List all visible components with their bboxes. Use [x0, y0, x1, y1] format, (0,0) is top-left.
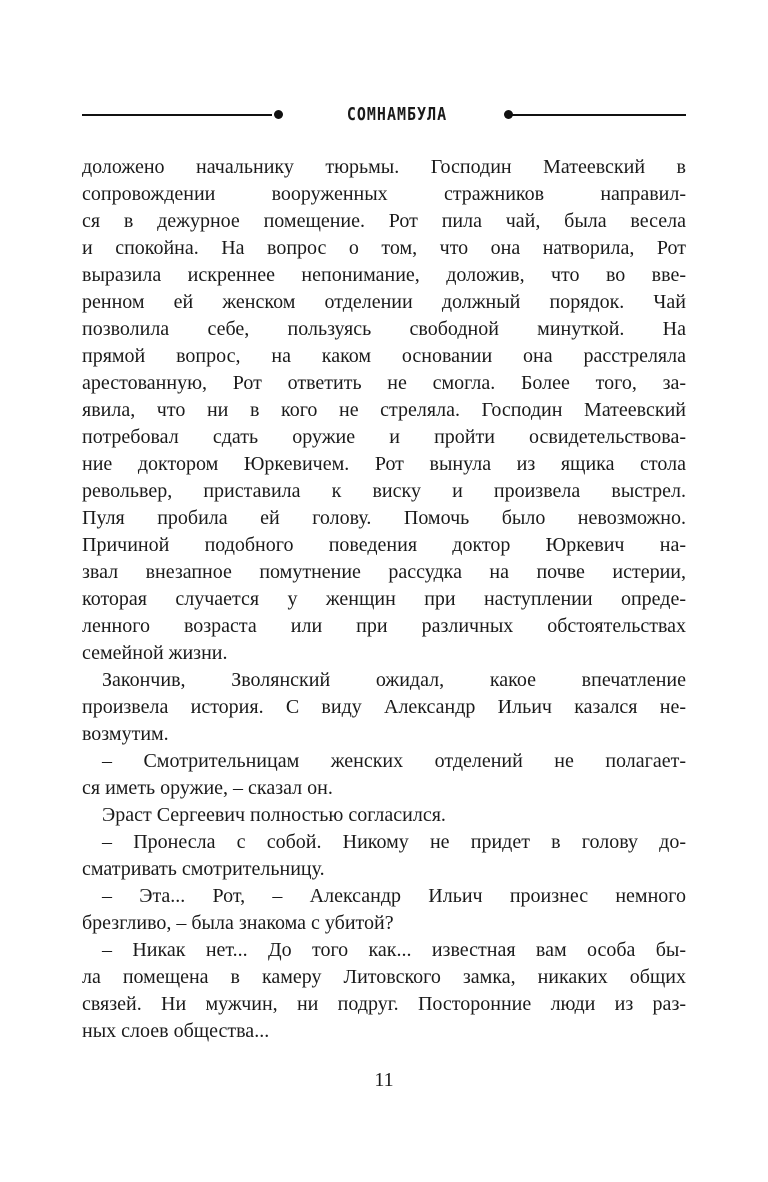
text-line: арестованную, Рот ответить не смогла. Более того, за-: [82, 372, 686, 394]
text-line: ных слоев общества...: [82, 1020, 270, 1042]
text-line: Эраст Сергеевич полностью согласился.: [102, 804, 446, 826]
text-line: револьвер, приставила к виску и произвела выстрел.: [82, 480, 686, 502]
paragraph: [82, 937, 686, 1045]
text-line: ленного возраста или при различных обстоятельствах: [82, 615, 686, 637]
text-line: – Смотрительницам женских отделений не полагает-: [102, 750, 686, 772]
text-line: – Эта... Рот, – Александр Ильич произнес немного: [102, 885, 686, 907]
text-line: брезгливо, – была знакома с убитой?: [82, 912, 394, 934]
text-line: выразила искреннее непонимание, доложив, что во вве-: [82, 264, 686, 286]
text-line: Пуля пробила ей голову. Помочь было невозможно.: [82, 507, 686, 529]
text-line: – Никак нет... До того как... известная вам особа бы-: [102, 939, 686, 961]
text-line: ся в дежурное помещение. Рот пила чай, была весела: [82, 210, 686, 232]
text-line: сматривать смотрительницу.: [82, 858, 325, 880]
text-line: позволила себе, пользуясь свободной минуткой. На: [82, 318, 686, 340]
header-rule-right: [512, 114, 686, 116]
text-line: Причиной подобного поведения доктор Юркевич на-: [82, 534, 686, 556]
text-line: ренном ей женском отделении должный порядок. Чай: [82, 291, 686, 313]
running-header-title: СОМНАМБУЛА: [346, 103, 448, 125]
paragraph: [82, 802, 686, 829]
paragraph: [82, 154, 686, 667]
text-line: – Пронесла с собой. Никому не придет в голову до-: [102, 831, 686, 853]
text-line: звал внезапное помутнение рассудка на почве истерии,: [82, 561, 686, 583]
text-line: сопровождении вооруженных стражников направил-: [82, 183, 686, 205]
header-rule-left: [82, 114, 272, 116]
text-line: потребовал сдать оружие и пройти освидетельствова-: [82, 426, 686, 448]
paragraph: [82, 829, 686, 883]
text-line: которая случается у женщин при наступлении опреде-: [82, 588, 686, 610]
text-line: прямой вопрос, на каком основании она расстреляла: [82, 345, 686, 367]
text-line: связей. Ни мужчин, ни подруг. Посторонние люди из раз-: [82, 993, 686, 1015]
header-dot-left: [274, 110, 283, 119]
text-line: семейной жизни.: [82, 642, 228, 664]
text-line: ла помещена в камеру Литовского замка, никаких общих: [82, 966, 686, 988]
running-header: [82, 104, 686, 124]
text-line: ние доктором Юркевичем. Рот вынула из ящика стола: [82, 453, 686, 475]
text-line: ся иметь оружие, – сказал он.: [82, 777, 333, 799]
text-line: явила, что ни в кого не стреляла. Господин Матеевский: [82, 399, 686, 421]
paragraph: [82, 883, 686, 937]
page-body-text: [82, 154, 686, 1045]
text-line: произвела история. С виду Александр Ильич казался не-: [82, 696, 686, 718]
text-line: доложено начальнику тюрьмы. Господин Матеевский в: [82, 156, 686, 178]
text-line: Закончив, Зволянский ожидал, какое впечатление: [102, 669, 686, 691]
text-line: и спокойна. На вопрос о том, что она натворила, Рот: [82, 237, 686, 259]
paragraph: [82, 667, 686, 748]
page-number: 11: [374, 1069, 394, 1091]
paragraph: [82, 748, 686, 802]
text-line: возмутим.: [82, 723, 169, 745]
